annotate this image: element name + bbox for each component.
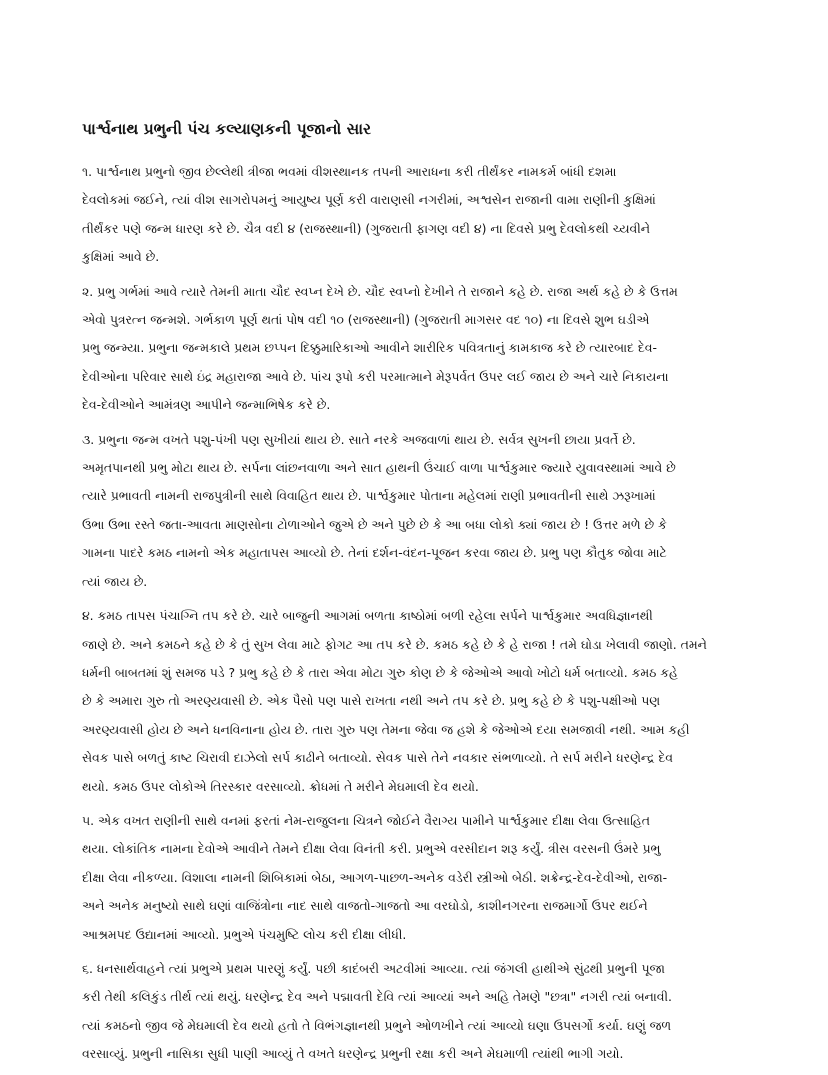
text-line: છે કે અમારા ગુરુ તો અરણ્યવાસી છે. એક પૈસો પણ પાસે રાખતા નથી અને તપ કરે છે. પ્રભુ કહે છે કે પશુ-પક્ષીઓ પણ <box>82 693 661 709</box>
text-line: દીક્ષા લેવા નીકળ્યા. વિશાલા નામની શિબિકામાં બેઠા, આગળ-પાછળ-અનેક વડેરી સ્ત્રીઓ બેઠી. શક્રેન્દ્ર-દેવ-દેવીઓ, રાજા- <box>82 869 668 885</box>
text-line: તીર્થંકર પણે જન્મ ધારણ કરે છે. ચૈત્ર વદી ૪ (રાજસ્થાની) (ગુજરાતી ફાગણ વદી ૪) ના દિવસે પ્રભુ દેવલોકથી ચ્યવીને <box>82 220 650 236</box>
text-line: એવો પુત્રરત્ન જન્મશે. ગર્ભકાળ પૂર્ણ થતાં પોષ વદી ૧૦ (રાજસ્થાની) (ગુજરાતી માગસર વદ ૧૦) ના દિવસે શુભ ઘડીએ <box>82 312 650 328</box>
text-line: ૪. કમઠ તાપસ પંચાગ્નિ તપ કરે છે. ચારે બાજુની આગમાં બળતા કાષ્ઠોમાં બળી રહેલા સર્પને પાર્શ્વકુમાર અવધિજ્ઞાનથી <box>82 608 653 624</box>
paragraph-3 <box>82 426 750 596</box>
text-line: કુક્ષિમાં આવે છે. <box>82 249 160 265</box>
text-line: ત્યારે પ્રભાવતી નામની રાજપુત્રીની સાથે વિવાહિત થાય છે. પાર્શ્વકુમાર પોતાના મહેલમાં રાણી પ્રભાવતીની સાથે ઝરૂખામાં <box>82 488 656 504</box>
paragraph-1 <box>82 158 750 272</box>
text-line: ૫. એક વખત રાણીની સાથે વનમાં ફરતાં નેમ-રાજુલના ચિત્રને જોઈને વૈરાગ્ય પામીને પાર્શ્વકુમાર દીક્ષા લેવા ઉત્સાહિત <box>82 812 650 828</box>
text-line: વરસાવ્યું. પ્રભુની નાસિકા સુધી પાણી આવ્યું તે વખતે ધરણેન્દ્ર પ્રભુની રક્ષા કરી અને મેઘમાળી ત્યાંથી ભાગી ગયો. <box>82 1046 624 1062</box>
text-line: અને અનેક મનુષ્યો સાથે ઘણાં વાજિંત્રોના નાદ સાથે વાજતો-ગાજતો આ વરઘોડો, કાશીનગરના રાજમાર્ગો ઉપર થઈને <box>82 898 648 914</box>
paragraph-2 <box>82 278 750 420</box>
document-title: પાર્શ્વનાથ પ્રભુની પંચ કલ્યાણકની પૂજાનો સાર <box>82 120 372 138</box>
text-line: ૧. પાર્શ્વનાથ પ્રભુનો જીવ છેલ્લેથી ત્રીજા ભવમાં વીશસ્થાનક તપની આરાધના કરી તીર્થંકર નામકર્મ બાંધી દશમા <box>82 164 617 179</box>
text-line: ૨. પ્રભુ ગર્ભમાં આવે ત્યારે તેમની માતા ચૌદ સ્વપ્ન દેખે છે. ચૌદ સ્વપ્નો દેખીને તે રાજાને કહે છે. રાજા અર્થ કહે છે કે ઉત્તમ <box>82 283 678 299</box>
paragraph-6 <box>82 955 750 1069</box>
text-line: ૩. પ્રભુના જન્મ વખતે પશુ-પંખી પણ સુખીયાં થાય છે. સાતે નરકે અજવાળાં થાય છે. સર્વત્ર સુખની છાયા પ્રવર્તે છે. <box>82 431 636 447</box>
text-line: ૬. ધનસાર્થવાહને ત્યાં પ્રભુએ પ્રથમ પારણું કર્યું. પછી કાદંબરી અટવીમાં આવ્યા. ત્યાં જંગલી હાથીએ સુંઢથી પ્રભુની પૂજા <box>82 960 665 976</box>
text-line: દેવીઓના પરિવાર સાથે ઇંદ્ર મહારાજા આવે છે. પાંચ રૂપો કરી પરમાત્માને મેરૂપર્વત ઉપર લઈ જાય છે અને ચારે નિકાયના <box>82 368 669 384</box>
text-line: કરી તેથી કલિકુંડ તીર્થ ત્યાં થયું. ધરણેન્દ્ર દેવ અને પદ્માવતી દેવિ ત્યાં આવ્યાં અને અહિ તેમણે "છત્રા" નગરી ત્યાં બનાવી. <box>82 989 672 1005</box>
text-line: સેવક પાસે બળતું કાષ્ટ ચિરાવી દાઝેલો સર્પ કાઢીને બતાવ્યો. સેવક પાસે તેને નવકાર સંભળાવ્યો. તે સર્પ મરીને ધરણેન્દ્ર દેવ <box>82 750 673 766</box>
paragraph-4 <box>82 602 750 801</box>
text-line: ત્યાં જાય છે. <box>82 573 148 589</box>
paragraph-5 <box>82 807 750 949</box>
text-line: ત્યાં કમઠનો જીવ જે મેઘમાલી દેવ થયો હતો તે વિભંગજ્ઞાનથી પ્રભુને ઓળખીને ત્યાં આવ્યો ઘણા ઉપસર્ગો કર્યા. ઘણું જળ <box>82 1017 672 1033</box>
text-line: થયો. કમઠ ઉપર લોકોએ તિરસ્કાર વરસાવ્યો. ક્રોધમાં તે મરીને મેઘમાલી દેવ થયો. <box>82 778 479 794</box>
text-line: દેવલોકમાં જઈને, ત્યાં વીશ સાગરોપમનું આયુષ્ય પૂર્ણ કરી વારાણસી નગરીમાં, અશ્વસેન રાજાની વામા રાણીની કુક્ષિમાં <box>82 192 656 208</box>
text-line: થયા. લોકાંતિક નામના દેવોએ આવીને તેમને દીક્ષા લેવા વિનંતી કરી. પ્રભુએ વરસીદાન શરૂ કર્યું. ત્રીસ વરસની ઉંમરે પ્રભુ <box>82 841 661 857</box>
text-line: પ્રભુ જન્મ્યા. પ્રભુના જન્મકાલે પ્રથમ છપ્પન દિક્કુમારિકાઓ આવીને શારીરિક પવિત્રતાનું કામકાજ કરે છે ત્યારબાદ દેવ- <box>82 340 657 356</box>
text-line: અમૃતપાનથી પ્રભુ મોટા થાય છે. સર્પના લાંછનવાળા અને સાત હાથની ઉંચાઈ વાળા પાર્શ્વકુમાર જ્યારે યુવાવસ્થામાં આવે છે <box>82 460 676 476</box>
text-line: ગામના પાદરે કમઠ નામનો એક મહાતાપસ આવ્યો છે. તેનાં દર્શન-વંદન-પૂજન કરવા જાય છે. પ્રભુ પણ કૌતુક જોવા માટે <box>82 545 667 561</box>
text-line: દેવ-દેવીઓને આમંત્રણ આપીને જન્માભિષેક કરે છે. <box>82 397 331 413</box>
text-line: અરણ્યવાસી હોય છે અને ધનવિનાના હોય છે. તારા ગુરુ પણ તેમના જેવા જ હશે કે જેઓએ દયા સમજાવી નથી. આમ કહી <box>82 721 690 737</box>
document-page <box>82 118 750 1075</box>
text-line: આશ્રમપદ ઉદ્યાનમાં આવ્યો. પ્રભુએ પંચમુષ્ટિ લોચ કરી દીક્ષા લીધી. <box>82 926 407 942</box>
text-line: ધર્મની બાબતમાં શું સમજ પડે ? પ્રભુ કહે છે કે તારા એવા મોટા ગુરુ કોણ છે કે જેઓએ આવો ખોટો ધર્મ બતાવ્યો. કમઠ કહે <box>82 664 678 680</box>
text-line: જાણે છે. અને કમઠને કહે છે કે તું સુખ લેવા માટે ફોગટ આ તપ કરે છે. કમઠ કહે છે કે હે રાજા ! તમે ઘોડા ખેલાવી જાણો. તમને <box>82 636 707 652</box>
text-line: ઉભા ઉભા રસ્તે જતા-આવતા માણસોના ટોળાઓને જુએ છે અને પુછે છે કે આ બધા લોકો ક્યાં જાય છે ! ઉત્તર મળે છે કે <box>82 516 667 532</box>
